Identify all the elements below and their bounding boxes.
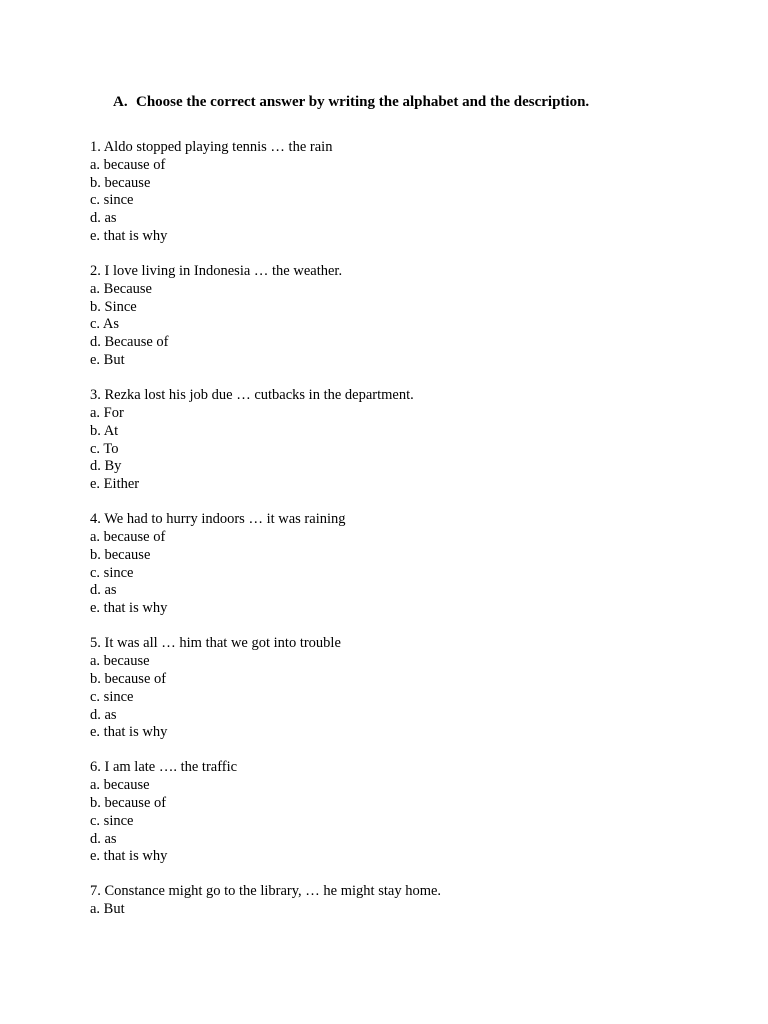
question-1 bbox=[90, 139, 730, 246]
option-e: e. Either bbox=[90, 476, 140, 493]
option-c: c. As bbox=[90, 316, 119, 333]
option-d: d. as bbox=[90, 706, 117, 723]
option-d: d. as bbox=[90, 830, 117, 847]
option-e: e. But bbox=[90, 352, 125, 369]
section-instruction: Choose the correct answer by writing the alphabet and the description. bbox=[136, 94, 590, 110]
question-list bbox=[90, 139, 730, 936]
option-b: b. because of bbox=[90, 670, 167, 687]
question-stem: 6. I am late …. the traffic bbox=[90, 759, 238, 776]
option-e: e. that is why bbox=[90, 724, 168, 741]
option-a: a. because of bbox=[90, 156, 166, 173]
question-stem: 3. Rezka lost his job due … cutbacks in the department. bbox=[90, 387, 414, 404]
question-6 bbox=[90, 759, 730, 866]
question-stem: 4. We had to hurry indoors … it was raining bbox=[90, 511, 346, 528]
option-d: d. Because of bbox=[90, 334, 169, 351]
option-e: e. that is why bbox=[90, 848, 168, 865]
question-stem: 1. Aldo stopped playing tennis … the rain bbox=[90, 139, 333, 155]
option-d: d. as bbox=[90, 582, 117, 599]
option-d: d. as bbox=[90, 210, 117, 227]
option-b: b. because bbox=[90, 174, 151, 191]
option-a: a. because bbox=[90, 777, 150, 794]
section-heading bbox=[113, 93, 589, 111]
option-b: b. because of bbox=[90, 794, 167, 811]
option-b: b. At bbox=[90, 422, 119, 439]
question-3 bbox=[90, 387, 730, 494]
option-a: a. because bbox=[90, 653, 150, 670]
option-e: e. that is why bbox=[90, 227, 168, 244]
option-a: a. For bbox=[90, 404, 124, 421]
option-c: c. since bbox=[90, 688, 134, 705]
option-c: c. since bbox=[90, 192, 134, 209]
option-d: d. By bbox=[90, 458, 122, 475]
question-stem: 7. Constance might go to the library, … he might stay home. bbox=[90, 883, 442, 900]
section-letter: A. bbox=[113, 94, 128, 110]
question-7 bbox=[90, 883, 730, 919]
option-e: e. that is why bbox=[90, 600, 168, 617]
option-b: b. Since bbox=[90, 298, 137, 315]
option-a: a. Because bbox=[90, 280, 152, 297]
question-stem: 2. I love living in Indonesia … the weather. bbox=[90, 263, 343, 280]
question-5 bbox=[90, 635, 730, 742]
option-a: a. because of bbox=[90, 529, 166, 546]
option-c: c. since bbox=[90, 812, 134, 829]
option-a: a. But bbox=[90, 901, 125, 918]
question-2 bbox=[90, 263, 730, 370]
option-c: c. To bbox=[90, 440, 119, 457]
option-c: c. since bbox=[90, 564, 134, 581]
option-b: b. because bbox=[90, 546, 151, 563]
question-stem: 5. It was all … him that we got into trouble bbox=[90, 635, 341, 652]
question-4 bbox=[90, 511, 730, 618]
